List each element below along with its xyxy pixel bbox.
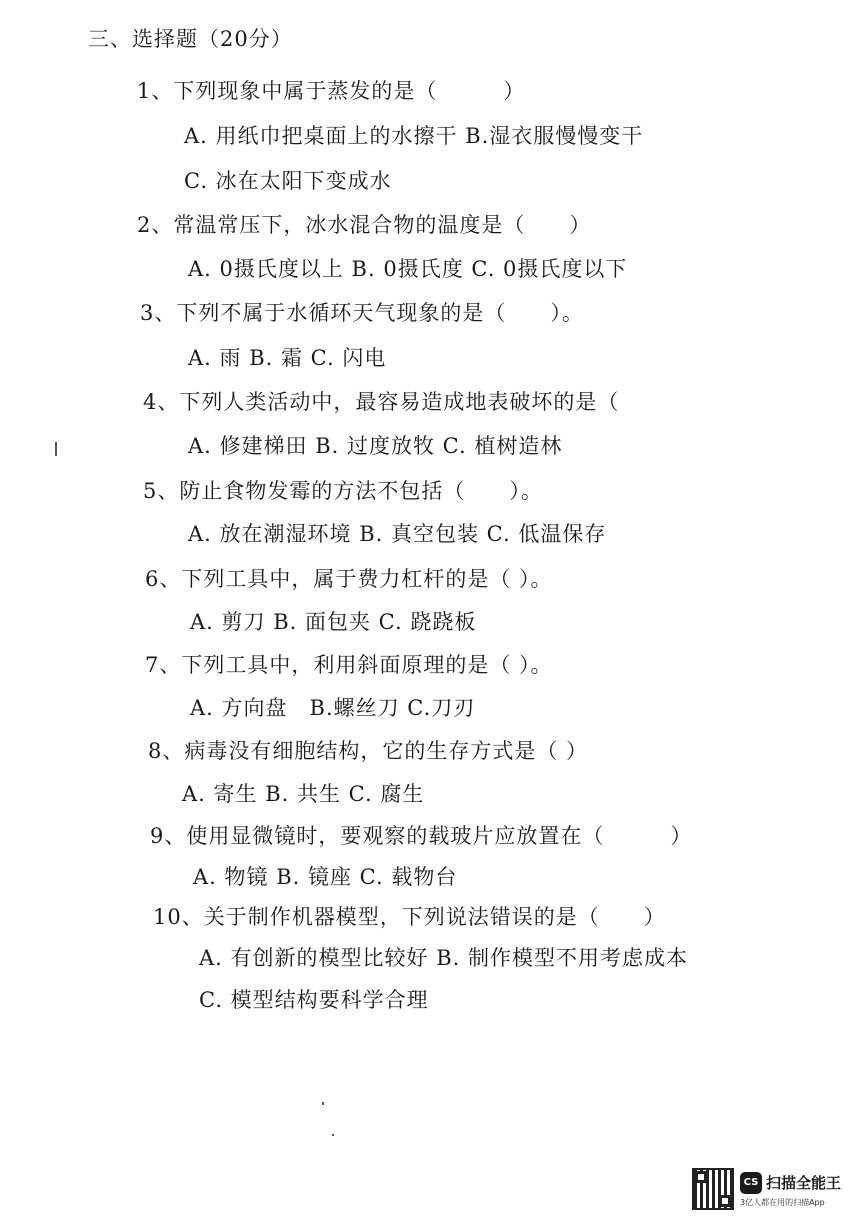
question-2-options: A. 0摄氏度以上 B. 0摄氏度 C. 0摄氏度以下 (188, 257, 628, 281)
camscanner-logo-icon: CS (740, 1172, 762, 1194)
question-10-stem: 10、关于制作机器模型，下列说法错误的是（ ） (153, 905, 666, 929)
question-5-stem: 5、防止食物发霉的方法不包括（ ）。 (143, 479, 543, 503)
question-7-stem: 7、下列工具中，利用斜面原理的是（ ）。 (145, 653, 553, 677)
question-5-options: A. 放在潮湿环境 B. 真空包装 C. 低温保存 (188, 522, 607, 546)
question-10-options-line2: C. 模型结构要科学合理 (199, 988, 429, 1012)
question-3-stem: 3、下列不属于水循环天气现象的是（ ）。 (140, 301, 584, 325)
question-8-options: A. 寄生 B. 共生 C. 腐生 (182, 782, 425, 806)
watermark-brand: 扫描全能王 (766, 1174, 842, 1192)
qr-code-icon (692, 1168, 734, 1210)
section-title: 三、选择题（20分） (88, 27, 293, 51)
question-6-stem: 6、下列工具中，属于费力杠杆的是（ ）。 (145, 567, 553, 591)
question-6-options: A. 剪刀 B. 面包夹 C. 跷跷板 (190, 610, 477, 634)
question-3-options: A. 雨 B. 霜 C. 闪电 (188, 346, 387, 370)
question-9-stem: 9、使用显微镜时，要观察的载玻片应放置在（ ） (150, 824, 693, 848)
watermark-tagline: 3亿人都在用的扫描App (740, 1198, 825, 1207)
question-1-stem: 1、下列现象中属于蒸发的是（ ） (137, 79, 526, 103)
question-7-options: A. 方向盘 B.螺丝刀 C.刀刃 (190, 696, 476, 720)
question-1-options-line1: A. 用纸巾把桌面上的水擦干 B.湿衣服慢慢变干 (184, 124, 644, 148)
question-1-options-line2: C. 冰在太阳下变成水 (184, 169, 392, 193)
scan-speck (55, 442, 57, 456)
question-2-stem: 2、常温常压下，冰水混合物的温度是（ ） (137, 213, 592, 237)
question-10-options-line1: A. 有创新的模型比较好 B. 制作模型不用考虑成本 (199, 946, 688, 970)
question-4-options: A. 修建梯田 B. 过度放牧 C. 植树造林 (188, 434, 563, 458)
scan-speck (322, 1102, 324, 1105)
scanner-watermark (692, 1168, 862, 1218)
question-4-stem: 4、下列人类活动中，最容易造成地表破坏的是（ (143, 390, 620, 414)
scan-speck (332, 1134, 334, 1136)
question-8-stem: 8、病毒没有细胞结构，它的生存方式是（ ） (148, 739, 589, 763)
question-9-options: A. 物镜 B. 镜座 C. 载物台 (193, 865, 458, 889)
